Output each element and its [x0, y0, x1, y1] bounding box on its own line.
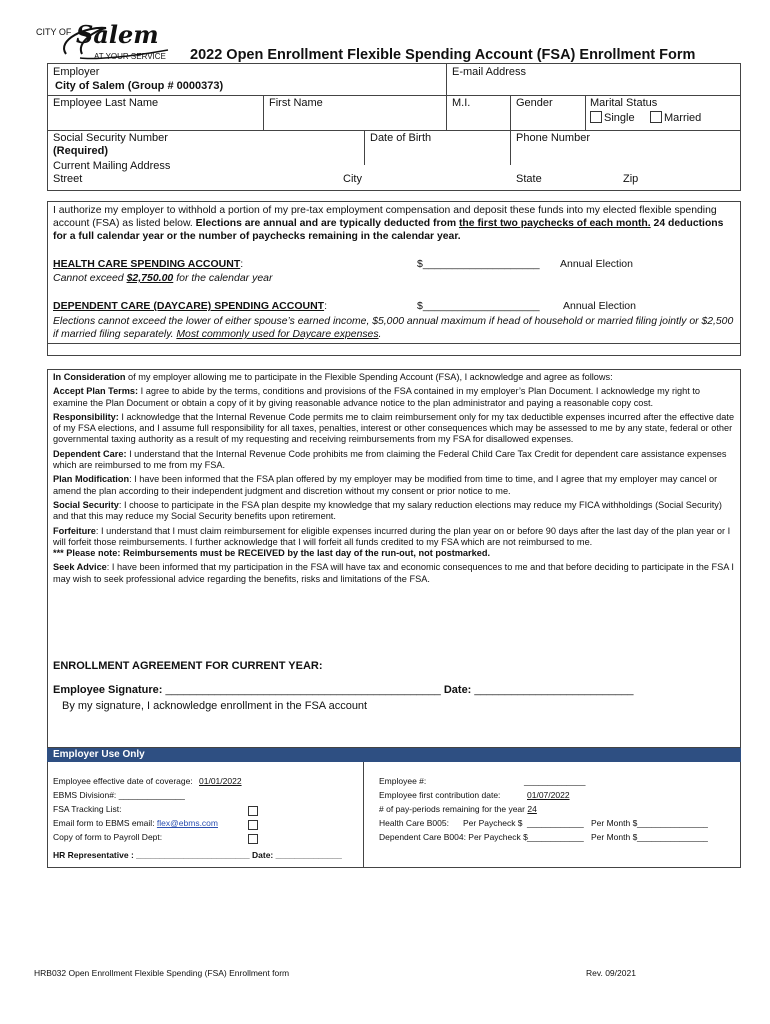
- hc-per-month-label: Per Month $: [591, 818, 638, 828]
- dc-code-label: Dependent Care B004: Per Paycheck $: [379, 832, 528, 842]
- dob-field[interactable]: [365, 131, 509, 164]
- term-dependent-care: Dependent Care: I understand that the Internal Revenue Code prohibits me from claiming the Federal Child Care Tax Credit for dependent care assistance expenses which are reimbursed to me from my FSA.: [53, 448, 727, 471]
- signature-row: [53, 684, 633, 696]
- payroll-label: Copy of form to Payroll Dept:: [53, 832, 163, 842]
- single-label: Single: [604, 112, 635, 124]
- tracking-checkbox[interactable]: [248, 806, 258, 816]
- street-label: Street: [53, 173, 83, 185]
- married-option[interactable]: [650, 111, 701, 124]
- city-label: City: [343, 173, 362, 185]
- logo-tagline: AT YOUR SERVICE: [94, 52, 166, 61]
- hc-per-paycheck-field[interactable]: ____________: [527, 818, 584, 828]
- hc-per-paycheck-label: Per Paycheck $: [463, 818, 523, 828]
- division-field[interactable]: ______________: [118, 790, 185, 800]
- terms-text: [53, 372, 736, 588]
- term-forfeiture: Forfeiture: I understand that I must claim reimbursement for eligible expenses incurred during the plan year on or before 90 days after the last day of the plan year or I will forfeit those reimbursements. I further acknowledge that I will forfeit all funds credited to my FSA which are not reimbursed to me. *** Please note: Reimbursements must be RECEIVED by the last day of the run-out, not postmarked.: [53, 525, 731, 559]
- dc-election-amount[interactable]: $____________________: [417, 300, 540, 312]
- first-name-label: First Name: [269, 97, 323, 109]
- married-label: Married: [664, 112, 702, 124]
- phone-field[interactable]: [511, 131, 740, 164]
- employer-use-header: [47, 748, 741, 762]
- ssn-label: Social Security Number: [53, 132, 168, 144]
- term-responsibility: Responsibility: I acknowledge that the Internal Revenue Code permits me to claim reimbursement only for my tax deductible expenses incurred after the effective date of my FSA elections, and I assume full responsibility for all taxes, penalties, interest or other consequences which may be assessed to me by any state, federal or other governmental taxing authority as a result of my requesting and receiving reimbursements from my FSA for disallowed expenses.: [53, 411, 735, 445]
- employee-number-field[interactable]: _____________: [524, 776, 586, 786]
- dc-per-paycheck-field[interactable]: ____________: [527, 832, 584, 842]
- single-option[interactable]: [590, 111, 635, 124]
- term-consideration: In Consideration of my employer allowing me to participate in the Flexible Spending Account (FSA), I acknowledge and agree as follows:: [53, 372, 613, 382]
- mailing-address-field[interactable]: [48, 172, 740, 190]
- acknowledgement-text: By my signature, I acknowledge enrollment in the FSA account: [62, 700, 368, 712]
- dc-per-month-label: Per Month $: [591, 832, 638, 842]
- dob-label: Date of Birth: [370, 132, 432, 144]
- last-name-field[interactable]: [48, 96, 262, 129]
- state-label: State: [516, 173, 542, 185]
- hc-election-amount[interactable]: $____________________: [417, 258, 540, 270]
- hc-account-label: HEALTH CARE SPENDING ACCOUNT:: [53, 258, 244, 270]
- employee-number-label: Employee #:: [379, 776, 427, 786]
- mi-label: M.I.: [452, 97, 471, 109]
- agreement-heading: ENROLLMENT AGREEMENT FOR CURRENT YEAR:: [53, 660, 323, 672]
- mailing-address-label: Current Mailing Address: [53, 160, 171, 172]
- employer-use-left: [53, 774, 358, 866]
- term-seek-advice: Seek Advice: I have been informed that my participation in the FSA will have tax and economic consequences to me and that before deciding to participate in the FSA I may wish to seek professional advice regarding the benefits, risks and limitations of the FSA.: [53, 562, 734, 584]
- effective-date-label: Employee effective date of coverage:: [53, 776, 193, 786]
- first-contribution-value[interactable]: 01/07/2022: [527, 790, 570, 800]
- term-accept-plan: Accept Plan Terms: I agree to abide by the terms, conditions and provisions of the FSA contained in my employer’s Plan Document. I acknowledge my right to examine the Plan Document or obtain a copy of it by giving reasonable advance notice to the plan administrator and paying a reasonable copy cost.: [53, 386, 701, 408]
- footer-revision: Rev. 09/2021: [586, 968, 636, 978]
- ssn-required: (Required): [53, 145, 108, 157]
- mi-field[interactable]: [447, 96, 509, 129]
- employer-use-right: [379, 774, 737, 844]
- footer-form-id: HRB032 Open Enrollment Flexible Spending (FSA) Enrollment form: [34, 968, 290, 978]
- hr-date-label: Date:: [252, 850, 274, 860]
- gender-label: Gender: [516, 97, 553, 109]
- pay-periods-value[interactable]: 24: [527, 804, 537, 814]
- hr-date-field[interactable]: ______________: [275, 850, 342, 860]
- employer-value: City of Salem (Group # 0000373): [55, 80, 224, 92]
- hc-per-month-field[interactable]: _______________: [637, 818, 708, 828]
- effective-date-value[interactable]: 01/01/2022: [199, 776, 242, 786]
- marital-status-label: Marital Status: [590, 97, 658, 109]
- hc-code-label: Health Care B005:: [379, 818, 449, 828]
- hr-rep-field[interactable]: ________________________: [136, 850, 250, 860]
- phone-label: Phone Number: [516, 132, 590, 144]
- last-name-label: Employee Last Name: [53, 97, 159, 109]
- hc-annual-election-label: Annual Election: [560, 258, 633, 270]
- signature-date-line[interactable]: __________________________: [474, 684, 634, 696]
- employer-label: Employer: [53, 66, 100, 78]
- logo-name: Salem: [76, 20, 159, 49]
- email-field[interactable]: [452, 64, 738, 94]
- married-checkbox[interactable]: [650, 111, 662, 123]
- logo-city-of: CITY OF: [36, 27, 72, 37]
- tracking-label: FSA Tracking List:: [53, 804, 122, 814]
- signature-line[interactable]: _____________________________________________: [165, 684, 441, 696]
- email-label: E-mail Address: [452, 66, 526, 78]
- ebms-email-label: Email form to EBMS email:: [53, 818, 157, 828]
- division-label: EBMS Division#:: [53, 790, 117, 800]
- signature-date-label: Date:: [443, 684, 472, 696]
- dc-account-label: DEPENDENT CARE (DAYCARE) SPENDING ACCOUNT:: [53, 300, 327, 312]
- ebms-email-link[interactable]: flex@ebms.com: [156, 818, 218, 828]
- signature-label: Employee Signature:: [53, 684, 163, 696]
- hr-rep-label: HR Representative :: [53, 850, 134, 860]
- form-title: 2022 Open Enrollment Flexible Spending Account (FSA) Enrollment Form: [190, 47, 696, 63]
- payroll-checkbox[interactable]: [248, 834, 258, 844]
- dc-annual-election-label: Annual Election: [563, 300, 636, 312]
- dc-per-month-field[interactable]: _______________: [637, 832, 708, 842]
- first-contribution-label: Employee first contribution date:: [379, 790, 501, 800]
- term-plan-modification: Plan Modification: I have been informed that the FSA plan offered by my employer may be modified from time to time, and I agree that my employer may cancel or amend the plan according to their independent judgment and discretion without my consent or prior notice to me.: [53, 474, 718, 496]
- first-name-field[interactable]: [264, 96, 445, 129]
- election-intro: I authorize my employer to withhold a portion of my pre-tax employment compensation and deposit these funds into my elected flexible spending account (FSA) as listed below. Elections are annual and are typically deducted from the first two paychecks of each month. 24 deductions for a full calendar year or the number of paychecks remaining in the calendar year.: [53, 205, 724, 242]
- hc-limit-note: Cannot exceed $2,750.00 for the calendar year: [53, 272, 273, 284]
- pay-periods-label: # of pay-periods remaining for the year: [379, 804, 525, 814]
- single-checkbox[interactable]: [590, 111, 602, 123]
- term-social-security: Social Security: I choose to participate in the FSA plan despite my knowledge that my salary reduction elections may reduce my FICA withholdings (Social Security) and that this may reduce my Social Security benefits upon retirement.: [53, 499, 722, 522]
- employer-use-title: Employer Use Only: [53, 749, 145, 760]
- gender-field[interactable]: [511, 96, 584, 129]
- email-checkbox[interactable]: [248, 820, 258, 830]
- city-logo: [36, 20, 176, 62]
- dc-limit-note: Elections cannot exceed the lower of either spouse’s earned income, $5,000 annual maximum if head of household or married filing jointly or $2,500 if married filing separately. Most commonly used for Daycare expenses.: [53, 316, 734, 340]
- zip-label: Zip: [623, 173, 639, 185]
